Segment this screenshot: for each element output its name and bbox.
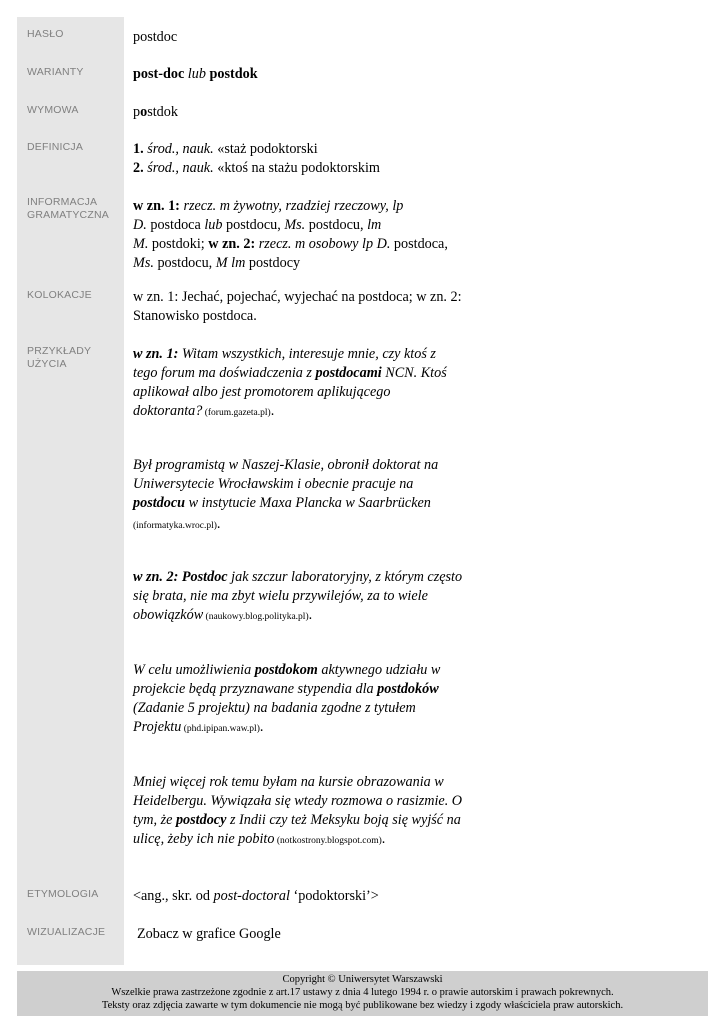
example-source: (informatyka.wroc.pl) — [133, 521, 217, 531]
def-num: 1. — [133, 141, 144, 157]
definition-2 — [133, 159, 463, 178]
grammar-note: rzecz. m żywotny, rzadziej rzeczowy, lp — [179, 198, 404, 214]
grammar-case: Ms. — [284, 217, 306, 233]
example-keyword: postdoków — [377, 681, 439, 697]
footer — [17, 971, 708, 1016]
grammar-case: D. — [133, 217, 147, 233]
grammar-form: postdocy — [245, 255, 301, 271]
label-wizualizacje: WIZUALIZACJE — [27, 926, 106, 938]
example-source: (forum.gazeta.pl) — [202, 408, 271, 418]
def-num: 2. — [133, 160, 144, 176]
example-text: W celu umożliwienia — [133, 662, 255, 678]
example-end: . — [308, 607, 313, 623]
example-3 — [133, 568, 463, 627]
example-text: Był programistą w Naszej-Klasie, obronił doktorat na Uniwersytecie Wrocławskim i obecnie pracuje na — [133, 457, 439, 492]
example-text: NCN. Ktoś aplikował albo jest promotorem aplikującego doktoranta? — [133, 365, 447, 419]
variant-b: postdok — [209, 66, 258, 82]
example-5 — [133, 773, 463, 851]
example-text: Witam wszystkich, interesuje mnie, czy ktoś z tego forum ma doświadczenia z — [133, 346, 436, 381]
pron-post: stdok — [147, 104, 178, 120]
grammar-form: postdocu, — [153, 255, 216, 271]
label-informacja-gramatyczna — [27, 196, 122, 222]
grammar-case: M. — [133, 236, 149, 252]
grammar-form: postdocu, — [305, 217, 368, 233]
example-keyword: Postdoc — [178, 569, 228, 585]
google-images-link[interactable]: Zobacz w grafice Google — [137, 926, 281, 942]
label-line: PRZYKŁADY — [27, 345, 92, 357]
label-etymologia: ETYMOLOGIA — [27, 888, 99, 900]
def-qual: środ., nauk. — [147, 160, 214, 176]
example-source: (phd.ipipan.waw.pl) — [181, 724, 260, 734]
pronunciation — [133, 103, 463, 122]
rights-notice: Wszelkie prawa zastrzeżone zgodnie z art.17 ustawy z dnia 4 lutego 1994 r. o prawie autorskim i prawach pokrewnych. — [111, 987, 614, 998]
example-text: aktywnego udziału w projekcie będą przyznawane stypendia dla — [133, 662, 441, 697]
example-sense: w zn. 1: — [133, 346, 179, 362]
def-text: «ktoś na stażu podoktorskim — [213, 160, 380, 176]
example-end: . — [270, 403, 275, 419]
example-end: . — [381, 831, 386, 847]
grammar-sense: w zn. 2: — [208, 236, 256, 252]
grammar-case: Ms. — [133, 255, 154, 271]
etymology-term: post-doctoral — [213, 888, 290, 904]
definition-1 — [133, 140, 463, 159]
variant-a: post-doc — [133, 66, 185, 82]
def-qual: środ., nauk. — [147, 141, 214, 157]
label-column — [17, 17, 124, 965]
label-kolokacje: KOLOKACJE — [27, 289, 92, 301]
label-line: UŻYCIA — [27, 358, 67, 370]
example-text: jak szczur laboratoryjny, z którym często się brata, nie ma zbyt wielu przywilejów, za to wiele obowiązków — [133, 569, 463, 623]
label-warianty: WARIANTY — [27, 66, 84, 78]
example-2 — [133, 456, 463, 536]
headword: postdoc — [133, 29, 178, 45]
grammar-form: postdocu, — [222, 217, 285, 233]
grammar-conj: lub — [204, 217, 223, 233]
label-haslo: HASŁO — [27, 28, 64, 40]
label-line: GRAMATYCZNA — [27, 209, 109, 221]
grammar-form: postdoki; — [148, 236, 209, 252]
collocations: w zn. 1: Jechać, pojechać, wyjechać na postdoca; w zn. 2: Stanowisko postdoca. — [133, 289, 462, 324]
label-definicja: DEFINICJA — [27, 141, 84, 153]
label-line: INFORMACJA — [27, 196, 98, 208]
example-keyword: postdocu — [133, 495, 186, 511]
example-end: . — [259, 719, 264, 735]
etymology — [133, 887, 493, 906]
example-keyword: postdokom — [254, 662, 318, 678]
variants — [133, 65, 463, 84]
etymology-post: ‘podoktorski’> — [289, 888, 379, 904]
grammar-note: rzecz. m osobowy lp D. — [255, 236, 391, 252]
example-1 — [133, 345, 463, 423]
label-wymowa: WYMOWA — [27, 104, 79, 116]
grammar-info — [133, 197, 463, 273]
example-text: z Indii czy też Meksyku boją się wyjść na ulicę, żeby ich nie pobito — [133, 812, 461, 847]
example-source: (notkostrony.blogspot.com) — [274, 836, 382, 846]
grammar-sense: w zn. 1: — [133, 198, 180, 214]
example-text: (Zadanie 5 projektu) na badania zgodne z tytułem Projektu — [133, 700, 416, 735]
grammar-form: postdoca, — [390, 236, 448, 252]
copyright: Copyright © Uniwersytet Warszawski — [282, 974, 443, 985]
example-end: . — [216, 516, 221, 532]
etymology-pre: <ang., skr. od — [133, 888, 214, 904]
example-sense: w zn. 2: — [133, 569, 179, 585]
pron-pre: p — [133, 104, 141, 120]
def-text: «staż podoktorski — [213, 141, 318, 157]
variant-conj: lub — [187, 66, 206, 82]
example-keyword: postdocami — [315, 365, 382, 381]
label-przyklady-uzycia — [27, 345, 122, 371]
example-text: Mniej więcej rok temu byłam na kursie obrazowania w Heidelbergu. Wywiązała się wtedy rozmowa o rasizmie. O tym, że — [133, 774, 463, 828]
pron-stress: o — [140, 104, 148, 120]
example-4 — [133, 661, 463, 739]
grammar-form: postdoca — [146, 217, 205, 233]
grammar-number: lm — [367, 217, 382, 233]
example-keyword: postdocy — [175, 812, 227, 828]
example-text: w instytucie Maxa Plancka w Saarbrücken — [185, 495, 431, 511]
example-source: (naukowy.blog.polityka.pl) — [203, 612, 309, 622]
grammar-case: M lm — [215, 255, 246, 271]
definitions — [133, 140, 463, 178]
publication-notice: Teksty oraz zdjęcia zawarte w tym dokumencie nie mogą być publikowane bez wiedzy i zgody właściciela praw autorskich. — [101, 1000, 624, 1011]
